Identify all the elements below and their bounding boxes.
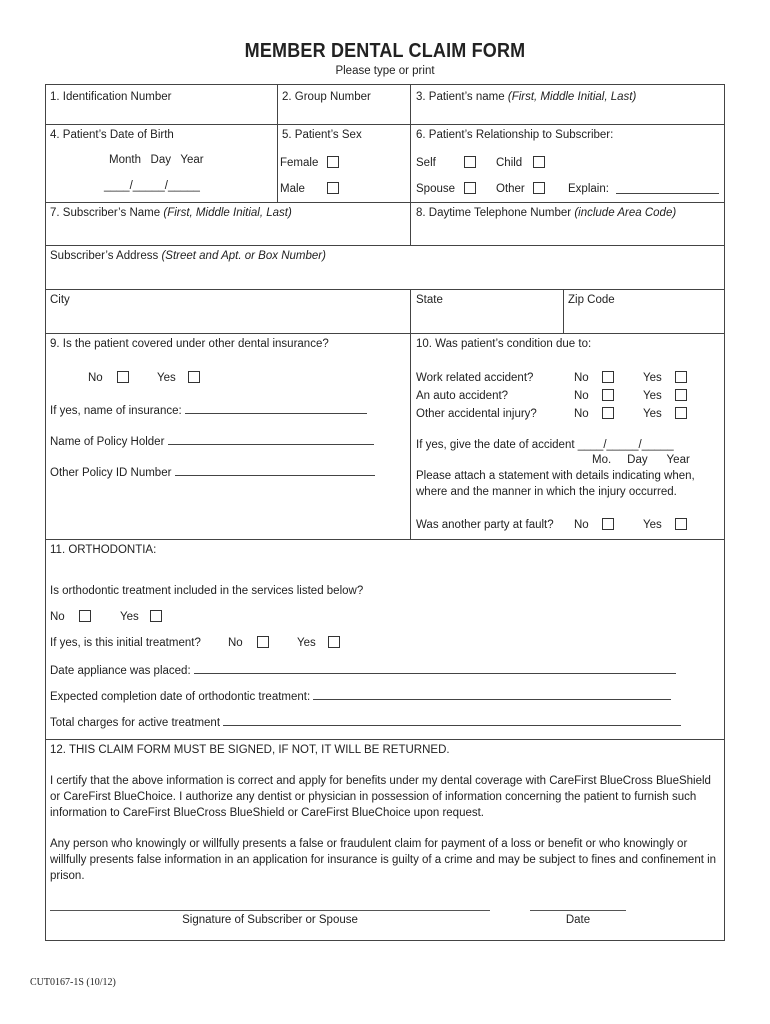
orthodontic-question: Is orthodontic treatment included in the services listed below? <box>50 585 364 597</box>
subscriber-name-label: 7. Subscriber’s Name (First, Middle Initial, Last) <box>50 207 292 219</box>
insurance-yes-checkbox[interactable] <box>188 371 200 383</box>
date-line[interactable] <box>530 910 626 911</box>
signature-requirement-heading: 12. THIS CLAIM FORM MUST BE SIGNED, IF NOT, IT WILL BE RETURNED. <box>50 744 450 756</box>
appliance-date-label: Date appliance was placed: <box>50 663 676 677</box>
insurance-name-field[interactable] <box>185 403 367 414</box>
initial-yes-label: Yes <box>297 637 316 649</box>
insurance-yes-label: Yes <box>157 372 176 384</box>
initial-no-label: No <box>228 637 243 649</box>
auto-no-checkbox[interactable] <box>602 389 614 401</box>
city-label: City <box>50 294 70 306</box>
policy-holder-field[interactable] <box>168 434 374 445</box>
work-no-checkbox[interactable] <box>602 371 614 383</box>
fault-no-checkbox[interactable] <box>602 518 614 530</box>
work-no-label: No <box>574 372 589 384</box>
child-label: Child <box>496 157 523 169</box>
signature-line[interactable] <box>50 910 490 911</box>
relationship-label: 6. Patient’s Relationship to Subscriber: <box>416 129 614 141</box>
policy-id-label: Other Policy ID Number <box>50 465 375 479</box>
spouse-label: Spouse <box>416 183 456 195</box>
identification-number-label: 1. Identification Number <box>50 91 172 103</box>
form-code: CUT0167-1S (10/12) <box>30 977 116 988</box>
zip-code-label: Zip Code <box>568 294 615 306</box>
completion-date-field[interactable] <box>313 689 671 700</box>
completion-date-label: Expected completion date of orthodontic treatment: <box>50 689 671 703</box>
fraud-warning-paragraph: Any person who knowingly or willfully presents a false or fraudulent claim for payment of a loss or benefit or who knowingly or willfully presents false information in an application for insurance is guilty of a crime and may be subject to fines and confinement in prison. <box>50 838 717 882</box>
other-injury-label: Other accidental injury? <box>416 408 537 420</box>
ortho-no-label: No <box>50 611 65 623</box>
other-checkbox[interactable] <box>533 182 545 194</box>
ortho-no-checkbox[interactable] <box>79 610 91 622</box>
form-subtitle: Please type or print <box>335 65 435 77</box>
spouse-checkbox[interactable] <box>464 182 476 194</box>
date-of-birth-label: 4. Patient’s Date of Birth <box>50 129 174 141</box>
fault-yes-checkbox[interactable] <box>675 518 687 530</box>
female-label: Female <box>280 157 319 169</box>
work-yes-label: Yes <box>643 372 662 384</box>
auto-no-label: No <box>574 390 589 402</box>
other-yes-label: Yes <box>643 408 662 420</box>
insurance-no-label: No <box>88 372 103 384</box>
total-charges-field[interactable] <box>223 715 681 726</box>
fault-yes-label: Yes <box>643 519 662 531</box>
signature-label: Signature of Subscriber or Spouse <box>182 914 358 926</box>
policy-holder-label: Name of Policy Holder <box>50 434 374 448</box>
other-label: Other <box>496 183 525 195</box>
initial-treatment-question: If yes, is this initial treatment? <box>50 637 201 649</box>
attach-statement-line2: where and the manner in which the injury occurred. <box>416 486 677 498</box>
patient-name-label: 3. Patient’s name (First, Middle Initial, Last) <box>416 91 637 103</box>
other-yes-checkbox[interactable] <box>675 407 687 419</box>
ortho-yes-checkbox[interactable] <box>150 610 162 622</box>
initial-no-checkbox[interactable] <box>257 636 269 648</box>
orthodontia-heading: 11. ORTHODONTIA: <box>50 544 157 556</box>
auto-accident-label: An auto accident? <box>416 390 509 402</box>
self-label: Self <box>416 157 436 169</box>
other-no-checkbox[interactable] <box>602 407 614 419</box>
attach-statement-line1: Please attach a statement with details indicating when, <box>416 470 695 482</box>
insurance-name-label: If yes, name of insurance: <box>50 403 367 417</box>
date-label: Date <box>565 914 591 926</box>
accident-date-format: Mo. Day Year <box>592 454 690 466</box>
work-accident-label: Work related accident? <box>416 372 534 384</box>
male-label: Male <box>280 183 305 195</box>
patient-sex-label: 5. Patient’s Sex <box>282 129 362 141</box>
form-title: MEMBER DENTAL CLAIM FORM <box>244 40 526 62</box>
dob-format-label: Month Day Year <box>109 154 204 166</box>
female-checkbox[interactable] <box>327 156 339 168</box>
appliance-date-field[interactable] <box>194 663 676 674</box>
certification-paragraph: I certify that the above information is correct and apply for benefits under my dental coverage with CareFirst BlueCross BlueShield or CareFirst BlueChoice. I authorize any dentist or physician in possession of information concerning the patient to furnish such information to CareFirst BlueCross BlueShield or CareFirst BlueChoice upon request. <box>50 775 711 819</box>
state-label: State <box>416 294 443 306</box>
condition-question: 10. Was patient’s condition due to: <box>416 338 592 350</box>
explain-field[interactable] <box>616 181 719 194</box>
explain-label: Explain: <box>568 183 609 195</box>
accident-date-field[interactable]: If yes, give the date of accident ____/_____/_____ <box>416 439 674 451</box>
auto-yes-label: Yes <box>643 390 662 402</box>
fault-no-label: No <box>574 519 589 531</box>
initial-yes-checkbox[interactable] <box>328 636 340 648</box>
policy-id-field[interactable] <box>175 465 375 476</box>
ortho-yes-label: Yes <box>120 611 139 623</box>
group-number-label: 2. Group Number <box>282 91 371 103</box>
work-yes-checkbox[interactable] <box>675 371 687 383</box>
other-no-label: No <box>574 408 589 420</box>
child-checkbox[interactable] <box>533 156 545 168</box>
subscriber-address-label: Subscriber’s Address (Street and Apt. or Box Number) <box>50 250 326 262</box>
other-insurance-question: 9. Is the patient covered under other dental insurance? <box>50 338 329 350</box>
insurance-no-checkbox[interactable] <box>117 371 129 383</box>
auto-yes-checkbox[interactable] <box>675 389 687 401</box>
fault-question: Was another party at fault? <box>416 519 554 531</box>
self-checkbox[interactable] <box>464 156 476 168</box>
dob-field[interactable]: ____/_____/_____ <box>104 180 200 192</box>
total-charges-label: Total charges for active treatment <box>50 715 681 729</box>
male-checkbox[interactable] <box>327 182 339 194</box>
daytime-phone-label: 8. Daytime Telephone Number (include Area Code) <box>416 207 677 219</box>
